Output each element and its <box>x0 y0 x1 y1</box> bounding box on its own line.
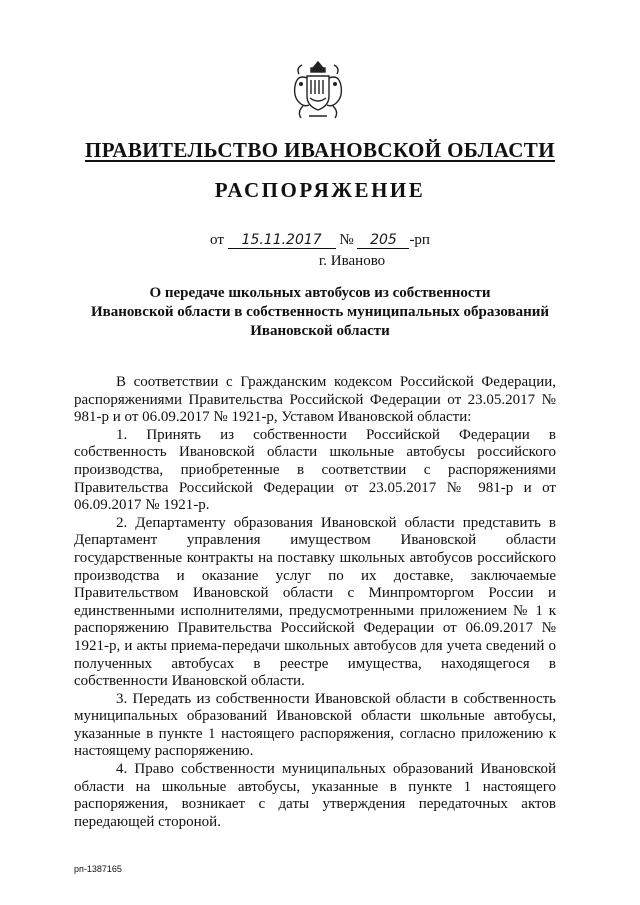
preamble-paragraph: В соответствии с Гражданским кодексом Российской Федерации, распоряжениями Правительства Российской Федерации от 23.05.2017 № 981-р и от 06.09.2017 № 1921-р, Уставом Ивановской области: <box>74 374 556 426</box>
clause-1-paragraph: 1. Принять из собственности Российской Федерации в собственность Ивановской области школьные автобусы российского производства, приобретенные в соответствии с распоряжениями Правительства Российской Федерации от 23.05.2017 № 981-р и от 06.09.2017 № 1921-р. <box>74 426 556 514</box>
coat-of-arms-emblem <box>289 58 347 122</box>
clause-3-paragraph: 3. Передать из собственности Ивановской области в собственность муниципальных образований Ивановской области школьные автобусы, указанные в пункте 1 настоящего распоряжения, согласно приложению к настоящему распоряжению. <box>74 690 556 760</box>
city: г. Иваново <box>318 253 386 269</box>
document-number: 205 <box>357 232 409 249</box>
subject-line: Ивановской области в собственность муниципальных образований <box>90 304 549 320</box>
document-date: 15.11.2017 <box>228 232 336 249</box>
number-suffix: -рп <box>409 232 430 248</box>
footer-document-code: рп-1387165 <box>74 864 122 874</box>
subject-line: Ивановской области <box>250 323 390 339</box>
document-type-title: РАСПОРЯЖЕНИЕ <box>214 178 426 202</box>
date-prefix: от <box>210 232 224 248</box>
document-subject <box>60 284 580 341</box>
number-prefix: № <box>339 232 354 248</box>
subject-line: О передаче школьных автобусов из собственности <box>149 285 491 301</box>
date-number-line <box>0 232 640 249</box>
document-body <box>74 374 556 831</box>
clause-4-paragraph: 4. Право собственности муниципальных образований Ивановской области на школьные автобусы, указанные в пункте 1 настоящего распоряжения, возникает с даты утверждения передаточных актов передающей стороной. <box>74 761 556 830</box>
government-title: ПРАВИТЕЛЬСТВО ИВАНОВСКОЙ ОБЛАСТИ <box>85 138 555 162</box>
clause-2-paragraph: 2. Департаменту образования Ивановской области представить в Департамент управления имуществом Ивановской области государственные контракты на поставку школьных автобусов российского производства и оказание услуг по их доставке, заключаемые Правительством Ивановской области с Минпромторгом России и единственными исполнителями, предусмотренными приложением № 1 к распоряжению Правительства Российской Федерации от 06.09.2017 № 1921-р, и акты приема-передачи школьных автобусов для учета сведений о полученных автобусах в реестре имущества, находящегося в собственности Ивановской области. <box>74 514 556 690</box>
